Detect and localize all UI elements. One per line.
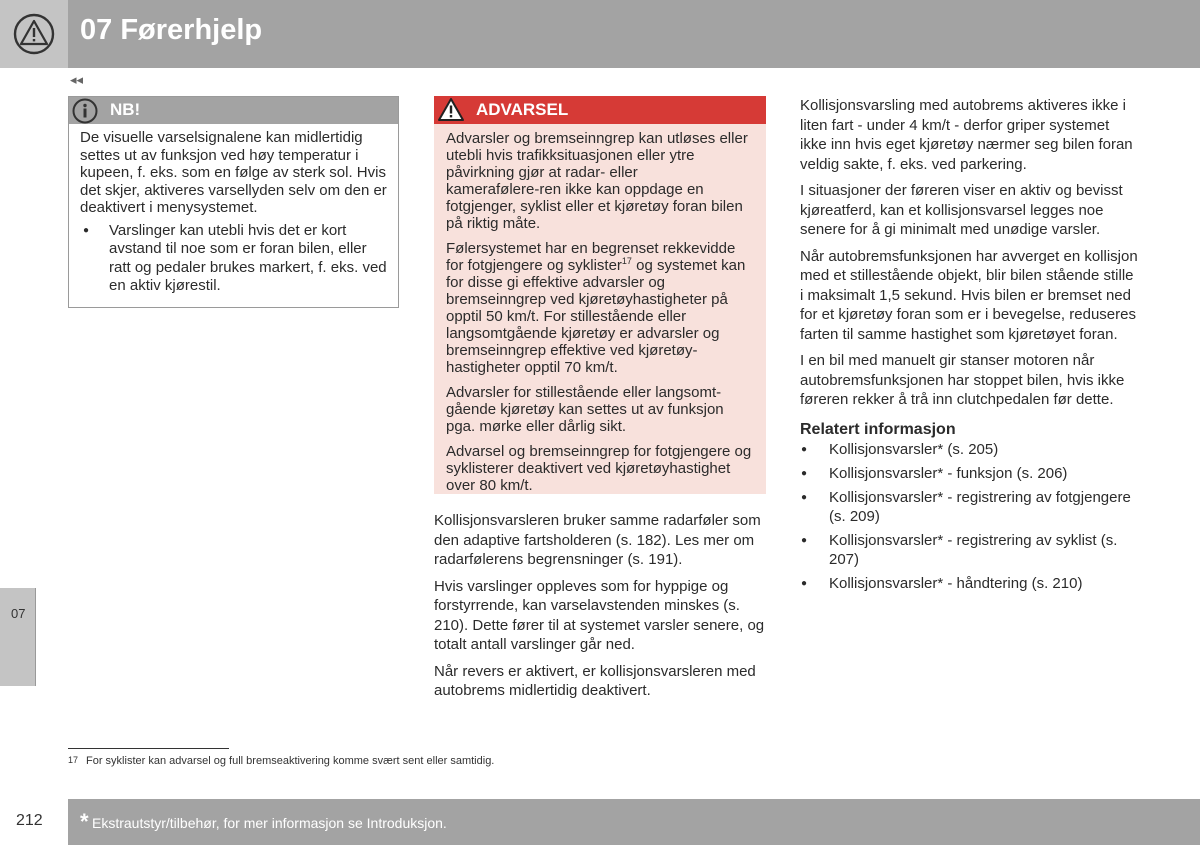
page-footer: [68, 799, 1200, 845]
note-paragraph: De visuelle varselsignalene kan midlertidig settes ut av funksjon ved høy temperatur i kupeen, f. eks. som en følge av sterk sol. Hvis det skjer, aktiveres varsellyden selv om den er deaktivert i menysystemet.: [80, 129, 387, 216]
related-link[interactable]: ● Kollisjonsvarsler* (s. 205): [800, 440, 1140, 459]
note-bullet-item: ● Varslinger kan utebli hvis det er kort avstand til noe som er foran bilen, eller ratt og pedaler brukes markert, f. eks. ved en aktiv kjørestil.: [80, 222, 387, 296]
related-link[interactable]: ● Kollisjonsvarsler* - registrering av syklist (s. 207): [800, 531, 1140, 569]
related-link[interactable]: ● Kollisjonsvarsler* - registrering av fotgjengere (s. 209): [800, 488, 1140, 526]
warning-title: ADVARSEL: [476, 100, 569, 119]
warning-paragraph-3: Advarsler for stillestående eller langsomtgående kjøretøy kan settes ut av funksjon pga. mørke eller dårlig sikt.: [446, 384, 724, 435]
middle-paragraph-1: Kollisjonsvarsleren bruker samme radarføler som den adaptive fartsholderen (s. 182). Les mer om radarfølerens begrensninger (s. 191).: [434, 512, 761, 568]
footnote-divider: [68, 748, 229, 749]
note-bullet-list: [80, 222, 387, 296]
warning-triangle-icon: [437, 97, 465, 123]
related-info-heading: Relatert informasjon: [800, 420, 956, 438]
info-icon: [72, 98, 98, 124]
warning-header: [434, 96, 766, 124]
middle-paragraph-2: Hvis varslinger oppleves som for hyppige og forstyrrende, kan varselavstenden minskes (s. 210). Dette fører til at systemet varsler senere, og totalt antall varslinger går ned.: [434, 577, 765, 653]
chapter-title: 07 Førerhjelp: [80, 14, 263, 46]
warning-triangle-icon: [13, 13, 55, 55]
note-body: [69, 124, 398, 296]
note-box: [68, 96, 399, 308]
right-paragraph-1: Kollisjonsvarsling med autobrems aktiveres ikke i liten fart - under 4 km/t - derfor griper systemet ikke inn hvis eget kjøretøy nærmer seg bilen foran veldig sakte, f. eks. ved parkering.: [800, 97, 1133, 173]
chapter-header: [0, 0, 1200, 68]
warning-body: [434, 124, 766, 494]
warning-paragraph-1: Advarsler og bremseinngrep kan utløses eller utebli hvis trafikksituasjonen eller ytre påvirkning gjør at radar- eller kamerafølere‑ren ikke kan oppdage en fotgjenger, syklist eller et kjøretøy foran bilen på riktig måte.: [446, 130, 748, 232]
footer-star: *: [80, 809, 89, 834]
side-tab-label: 07: [11, 606, 26, 621]
middle-paragraph-3: Når revers er aktivert, er kollisjonsvarsleren med autobrems midlertidig deaktivert.: [434, 662, 756, 699]
right-paragraph-2: I situasjoner der føreren viser en aktiv og bevisst kjøreatferd, kan et kollisjonsvarsel legges noe senere for å gi minimalt med unødige varsler.: [800, 182, 1123, 238]
footnote-ref[interactable]: 17: [621, 256, 632, 266]
back-nav-icon[interactable]: ◂◂: [70, 72, 84, 87]
related-info-list: [800, 440, 1140, 593]
right-column: [800, 96, 1140, 598]
footnote-text: For syklister kan advarsel og full bremseaktivering komme svært sent eller samtidig.: [86, 755, 495, 767]
right-paragraph-3: Når autobremsfunksjonen har avverget en kollisjon med et stillestående objekt, blir bilen stående stille i maksimalt 1,5 sekund. Hvis bilen er bremset ned for et kjøretøy foran som er i bevegelse, reduseres farten til samme hastighet som kjøretøyet foran.: [800, 247, 1138, 343]
footer-text: Ekstrautstyr/tilbehør, for mer informasjon se Introduksjon.: [92, 815, 447, 831]
related-link[interactable]: ● Kollisjonsvarsler* - funksjon (s. 206): [800, 464, 1140, 483]
warning-paragraph-4: Advarsel og bremseinngrep for fotgjengere og syklisterer deaktivert ved kjøretøyhastighet over 80 km/t.: [446, 443, 752, 494]
header-icon-box: [0, 0, 68, 68]
page-number: 212: [16, 812, 43, 829]
footnote-number: 17: [68, 755, 79, 765]
middle-column-text: [434, 511, 770, 708]
warning-p2-end: og systemet kan for disse gi effektive advarsler og bremseinngrep ved kjøretøyhastigheter på opptil 50 km/t. For stillestående eller langsomtgående kjøretøy er advarsler og bremseinngrep effektive ved kjøretøyhastigheter opptil 70 km/t.: [446, 257, 746, 376]
note-title: NB!: [110, 100, 141, 119]
footnote: [68, 755, 494, 767]
related-link[interactable]: ● Kollisjonsvarsler* - håndtering (s. 210): [800, 574, 1140, 593]
warning-paragraph-2: [446, 240, 754, 376]
warning-p2-start: Følersystemet har en begrenset rekkevidde for fotgjengere og syklister: [446, 240, 736, 274]
warning-box: [434, 96, 766, 494]
chapter-side-tab[interactable]: [0, 588, 36, 686]
note-header: [69, 97, 398, 124]
right-paragraph-4: I en bil med manuelt gir stanser motoren når autobremsfunksjonen har stoppet bilen, hvis ikke føreren rekker å trå inn clutchpedalen før dette.: [800, 352, 1125, 408]
